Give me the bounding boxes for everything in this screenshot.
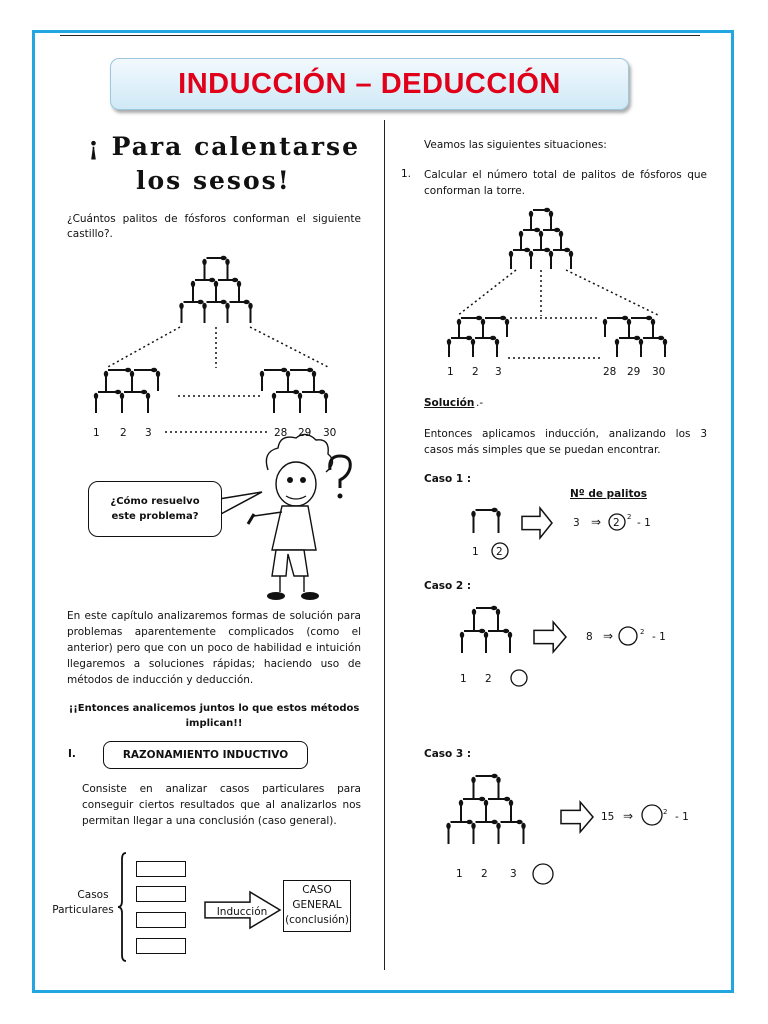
match-head: [293, 390, 299, 394]
match-head: [272, 393, 276, 399]
circle-mark: [642, 805, 662, 825]
bubble-tail: [219, 492, 262, 515]
case-3-total: 15: [601, 811, 615, 823]
cases-label-2: Particulares: [52, 904, 114, 916]
speech-bubble: [88, 481, 222, 537]
tower-label: 2: [472, 366, 479, 378]
match-head: [603, 319, 607, 325]
case-box: [136, 912, 186, 928]
castle-label: 1: [93, 427, 100, 439]
match-head: [286, 371, 290, 377]
dotted-line: [106, 327, 180, 368]
match-head: [559, 231, 563, 237]
match-head: [460, 632, 464, 638]
match-head: [509, 800, 513, 806]
match-head: [479, 629, 485, 633]
match-head: [484, 632, 488, 638]
circle-mark: [511, 670, 527, 686]
induction-definition: Consiste en analizar casos particulares para conseguir ciertos resultados que al analizarlos nos permitan llegar a una conclusión (caso general).: [82, 783, 361, 827]
match-head: [500, 316, 506, 320]
match-head: [627, 319, 631, 325]
match-head: [104, 371, 108, 377]
match-head: [651, 319, 655, 325]
case-1-exponent: 2: [627, 513, 632, 521]
match-head: [504, 797, 510, 801]
match-head: [225, 303, 229, 309]
tower-label: 30: [652, 366, 666, 378]
count-header: Nº de palitos: [570, 488, 647, 500]
case-1-tail: - 1: [637, 517, 651, 529]
match-head: [491, 508, 497, 512]
case-2-tail: - 1: [652, 631, 666, 643]
handwritten-line-1: ¡ Para calentarse: [88, 132, 360, 161]
case-2-label: Caso 2 :: [424, 580, 472, 592]
case-box: [136, 861, 186, 877]
tower-label: 28: [603, 366, 617, 378]
cartoon-pencil: [248, 514, 254, 524]
cartoon-shorts: [272, 550, 308, 576]
general-case-line-3: (conclusión): [285, 914, 349, 926]
case-3-label: Caso 3 :: [424, 748, 472, 760]
match-head: [94, 393, 98, 399]
cartoon-arm: [254, 512, 282, 516]
circle-mark: [533, 864, 553, 884]
match-head: [446, 823, 450, 829]
case-3-stick-label: 1: [456, 868, 463, 880]
case-1-base: 2: [613, 517, 620, 529]
match-head: [663, 339, 667, 345]
match-head: [307, 368, 313, 372]
match-head: [214, 281, 218, 287]
match-head: [658, 336, 664, 340]
match-head: [179, 303, 183, 309]
match-head: [490, 336, 496, 340]
cartoon-shoe: [267, 592, 285, 600]
match-head: [495, 339, 499, 345]
case-box: [136, 886, 186, 902]
match-head: [202, 259, 206, 265]
match-head: [141, 390, 147, 394]
dotted-line: [250, 327, 330, 368]
case-2-stick-label: 1: [460, 673, 467, 685]
match-head: [248, 303, 252, 309]
dotted-line: [457, 270, 516, 316]
exclaim-text: ¡¡Entonces analicemos juntos lo que estos métodos implican!!: [68, 703, 360, 729]
match-head: [622, 316, 628, 320]
match-head: [466, 336, 472, 340]
implies-symbol: ⇒: [603, 629, 614, 643]
item-number: 1.: [401, 168, 412, 180]
match-head: [202, 303, 206, 309]
match-head: [639, 339, 643, 345]
general-case-line-1: CASO: [302, 884, 332, 896]
case-2-total: 8: [586, 631, 593, 643]
solution-text: Entonces aplicamos inducción, analizando los 3 casos más simples que se puedan encontrar.: [424, 428, 707, 456]
castle-label: 3: [145, 427, 152, 439]
match-head: [243, 300, 249, 304]
castle-label: 28: [274, 427, 288, 439]
match-head: [447, 339, 451, 345]
match-head: [324, 393, 328, 399]
tower-label: 29: [627, 366, 641, 378]
match-head: [496, 823, 500, 829]
match-head: [564, 248, 570, 252]
match-head: [479, 797, 485, 801]
match-head: [237, 281, 241, 287]
case-1-stick-label: 2: [496, 546, 503, 558]
match-head: [544, 248, 550, 252]
tower-label: 3: [495, 366, 502, 378]
match-head: [484, 800, 488, 806]
case-3-tail: - 1: [675, 811, 689, 823]
match-head: [521, 823, 525, 829]
item-text: Calcular el número total de palitos de fósforos que conforman la torre.: [424, 169, 707, 197]
match-head: [471, 511, 475, 517]
match-head: [260, 371, 264, 377]
castle-question: ¿Cuántos palitos de fósforos conforman el siguiente castillo?.: [67, 213, 361, 240]
match-head: [634, 336, 640, 340]
block-arrow: [561, 802, 593, 832]
match-head: [509, 251, 513, 257]
block-arrow: [522, 508, 552, 538]
match-head: [319, 390, 325, 394]
question-mark-dot: [338, 494, 343, 499]
match-head: [519, 231, 523, 237]
circle-mark: [619, 627, 637, 645]
match-head: [496, 777, 500, 783]
match-head: [156, 371, 160, 377]
match-head: [125, 368, 131, 372]
match-head: [220, 300, 226, 304]
match-head: [544, 208, 550, 212]
match-head: [508, 632, 512, 638]
match-head: [197, 300, 203, 304]
match-head: [466, 820, 472, 824]
match-head: [151, 368, 157, 372]
match-head: [496, 609, 500, 615]
case-3-stick-label: 2: [481, 868, 488, 880]
match-head: [472, 609, 476, 615]
match-head: [505, 319, 509, 325]
page-title: INDUCCIÓN – DEDUCCIÓN: [178, 67, 561, 100]
castle-label: 30: [323, 427, 337, 439]
cartoon-eye: [287, 477, 293, 483]
cartoon-shoe: [301, 592, 319, 600]
match-head: [209, 278, 215, 282]
match-head: [120, 393, 124, 399]
case-1-total: 3: [573, 517, 580, 529]
match-head: [646, 316, 652, 320]
case-1-stick-label: 1: [472, 546, 479, 558]
right-intro: Veamos las siguientes situaciones:: [424, 139, 607, 151]
match-head: [481, 319, 485, 325]
match-head: [220, 256, 226, 260]
match-head: [225, 259, 229, 265]
match-head: [476, 316, 482, 320]
match-head: [471, 339, 475, 345]
match-head: [115, 390, 121, 394]
match-head: [232, 278, 238, 282]
match-head: [312, 371, 316, 377]
match-head: [459, 800, 463, 806]
section-title: RAZONAMIENTO INDUCTIVO: [122, 749, 289, 761]
match-head: [130, 371, 134, 377]
dotted-line: [566, 270, 660, 316]
match-head: [496, 511, 500, 517]
match-head: [491, 606, 497, 610]
case-box: [136, 938, 186, 954]
solution-suffix: .-: [476, 397, 484, 409]
match-head: [534, 228, 540, 232]
case-3-stick-label: 3: [510, 868, 517, 880]
chapter-intro: En este capítulo analizaremos formas de solución para problemas aparentemente complicados (como el anterior) pero que con un poco de habilidad e intuición llegaremos a soluciones rápidas; haciendo uso de métodos de inducción y deducción.: [67, 610, 361, 686]
match-head: [549, 251, 553, 257]
block-arrow: [534, 622, 566, 652]
general-case-line-2: GENERAL: [292, 899, 342, 911]
handwritten-line-2: los sesos!: [136, 166, 291, 195]
implies-symbol: ⇒: [623, 809, 634, 823]
tower-label: 1: [447, 366, 454, 378]
match-head: [471, 777, 475, 783]
match-head: [529, 251, 533, 257]
cases-label-1: Casos: [77, 889, 109, 901]
match-head: [539, 231, 543, 237]
case-1-label: Caso 1 :: [424, 473, 472, 485]
match-head: [191, 281, 195, 287]
solution-label: Solución: [424, 397, 475, 409]
match-head: [529, 211, 533, 217]
section-number: I.: [68, 748, 76, 760]
castle-label: 2: [120, 427, 127, 439]
bubble-text: ¿Cómo resuelvo este problema?: [110, 496, 200, 522]
implies-symbol: ⇒: [591, 515, 602, 529]
cartoon-eye: [300, 477, 306, 483]
match-head: [146, 393, 150, 399]
section-title-box: [103, 741, 308, 769]
match-head: [457, 319, 461, 325]
match-head: [491, 820, 497, 824]
castle-label: 29: [298, 427, 312, 439]
match-head: [516, 820, 522, 824]
case-3-exponent: 2: [663, 808, 668, 816]
match-head: [281, 368, 287, 372]
match-head: [524, 248, 530, 252]
match-head: [491, 774, 497, 778]
match-head: [569, 251, 573, 257]
match-head: [615, 339, 619, 345]
match-head: [471, 823, 475, 829]
case-2-exponent: 2: [640, 628, 645, 636]
match-head: [298, 393, 302, 399]
match-head: [554, 228, 560, 232]
case-brace: [118, 853, 126, 961]
match-head: [549, 211, 553, 217]
match-head: [503, 629, 509, 633]
induction-arrow-label: Inducción: [216, 906, 268, 918]
case-2-stick-label: 2: [485, 673, 492, 685]
